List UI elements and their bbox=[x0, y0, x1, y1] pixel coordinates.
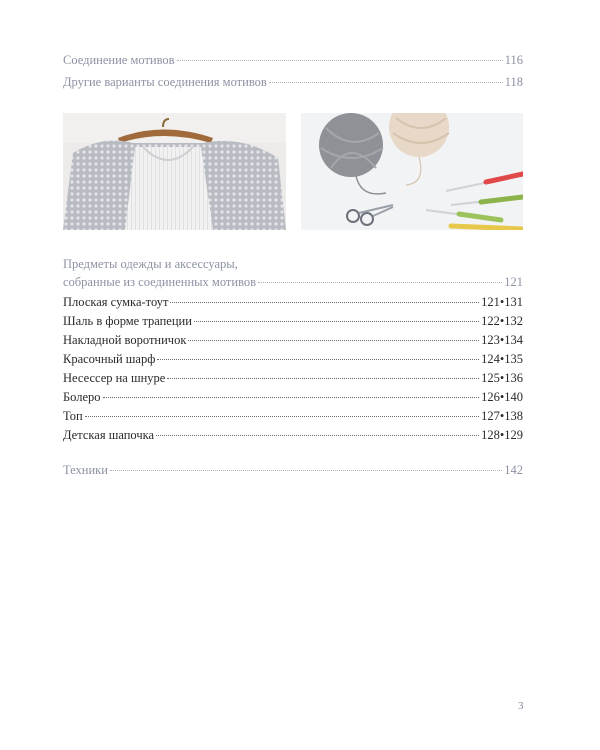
toc-entry bbox=[63, 52, 523, 68]
toc-entry-label: Плоская сумка-тоут bbox=[63, 295, 169, 309]
toc-entry-page: 124•135 bbox=[481, 352, 523, 366]
toc-entry-label: Детская шапочка bbox=[63, 428, 155, 442]
page-number: 3 bbox=[518, 700, 524, 712]
leader-dots bbox=[269, 81, 503, 83]
section-heading-page: 121 bbox=[504, 275, 523, 289]
leader-dots bbox=[258, 281, 502, 283]
toc-entry-page: 125•136 bbox=[481, 371, 523, 385]
toc-entry bbox=[63, 74, 523, 90]
toc-entry-label: Накладной воротничок bbox=[63, 333, 187, 347]
toc-entry-page: 142 bbox=[504, 463, 523, 477]
leader-dots bbox=[177, 59, 503, 61]
toc-entry-page: 128•129 bbox=[481, 428, 523, 442]
toc-entry-page: 116 bbox=[504, 53, 523, 67]
section-heading-line1: Предметы одежды и аксессуары, bbox=[63, 257, 238, 271]
section-heading-line2: собранные из соединенных мотивов bbox=[63, 275, 257, 289]
toc-entry bbox=[63, 389, 523, 405]
toc-entry-page: 118 bbox=[504, 75, 523, 89]
section-heading-entry bbox=[63, 274, 523, 290]
toc-entry bbox=[63, 313, 523, 329]
toc-entry bbox=[63, 370, 523, 386]
leader-dots bbox=[110, 469, 502, 471]
lace-cardigan-on-hanger-icon bbox=[63, 113, 286, 230]
leader-dots bbox=[188, 339, 479, 341]
toc-entry-label: Соединение мотивов bbox=[63, 53, 175, 67]
toc-entry bbox=[63, 332, 523, 348]
toc-entry-page: 122•132 bbox=[481, 314, 523, 328]
leader-dots bbox=[194, 320, 479, 322]
toc-entry-page: 123•134 bbox=[481, 333, 523, 347]
yarn-and-crochet-hooks-icon bbox=[301, 113, 523, 230]
toc-entry-label: Болеро bbox=[63, 390, 101, 404]
leader-dots bbox=[157, 358, 479, 360]
toc-entry bbox=[63, 294, 523, 310]
toc-entry bbox=[63, 351, 523, 367]
leader-dots bbox=[85, 415, 479, 417]
leader-dots bbox=[170, 301, 479, 303]
leader-dots bbox=[167, 377, 479, 379]
toc-entry-label: Топ bbox=[63, 409, 83, 423]
toc-entry bbox=[63, 408, 523, 424]
toc-entry-page: 126•140 bbox=[481, 390, 523, 404]
leader-dots bbox=[103, 396, 480, 398]
toc-entry-page: 127•138 bbox=[481, 409, 523, 423]
toc-entry-label: Красочный шарф bbox=[63, 352, 156, 366]
yarn-hooks-photo bbox=[301, 113, 523, 230]
toc-entry-label: Другие варианты соединения мотивов bbox=[63, 75, 267, 89]
leader-dots bbox=[156, 434, 479, 436]
toc-entry-label: Техники bbox=[63, 463, 108, 477]
toc-entry-label: Шаль в форме трапеции bbox=[63, 314, 192, 328]
toc-entry bbox=[63, 462, 523, 478]
toc-entry-page: 121•131 bbox=[481, 295, 523, 309]
lace-cardigan-photo bbox=[63, 113, 286, 230]
toc-entry bbox=[63, 427, 523, 443]
toc-entry-label: Несессер на шнуре bbox=[63, 371, 166, 385]
